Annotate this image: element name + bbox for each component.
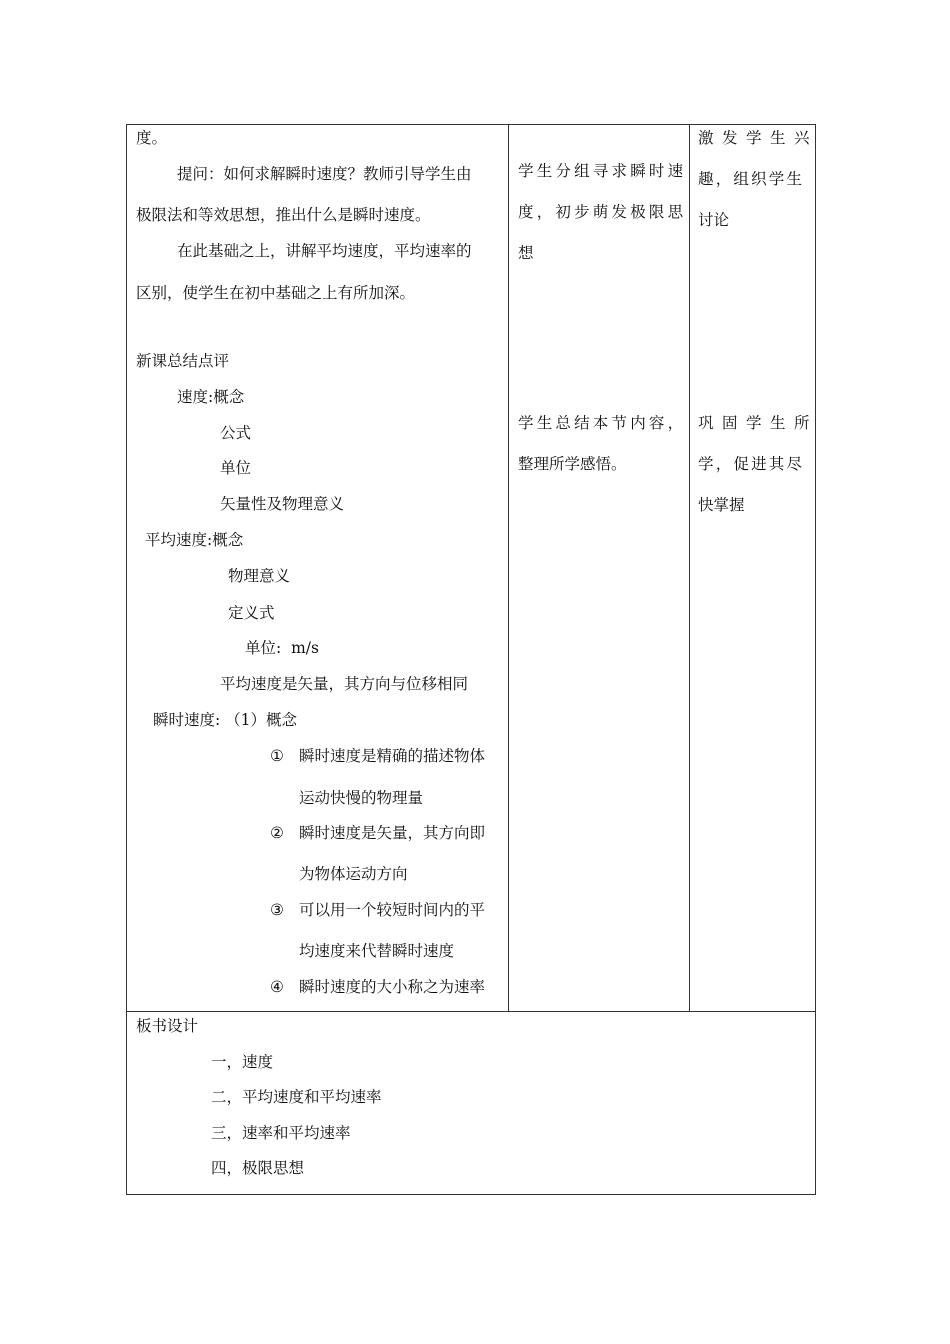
text-line: 在此基础之上，讲解平均速度，平均速率的 xyxy=(177,242,472,260)
text-line: 单位 xyxy=(220,459,252,477)
text-line: 趣，组织学生 xyxy=(698,170,805,188)
text-line: 物理意义 xyxy=(228,567,291,585)
board-item: 一，速度 xyxy=(211,1053,274,1071)
text-line: 激发学生兴 xyxy=(698,129,819,147)
text-line: 巩固学生所 xyxy=(698,414,819,432)
text-line: 单位: m/s xyxy=(245,639,319,657)
text-line: 提问：如何求解瞬时速度？教师引导学生由 xyxy=(177,165,472,183)
board-item: 三，速率和平均速率 xyxy=(211,1124,351,1142)
point-text: 瞬时速度的大小称之为速率 xyxy=(299,978,486,996)
point-text: 运动快慢的物理量 xyxy=(299,789,424,807)
point-text: 均速度来代替瞬时速度 xyxy=(299,942,455,960)
point-text: 可以用一个较短时间内的平 xyxy=(299,901,486,919)
text-line: 快掌握 xyxy=(698,496,745,514)
table-border-right xyxy=(815,124,816,1195)
column-divider-2 xyxy=(689,124,690,1012)
point-marker: ③ xyxy=(270,901,284,919)
board-item: 二，平均速度和平均速率 xyxy=(211,1088,382,1106)
table-border-left xyxy=(126,124,127,1195)
point-text: 为物体运动方向 xyxy=(299,865,408,883)
table-border-bottom xyxy=(126,1194,816,1195)
summary-heading: 新课总结点评 xyxy=(136,352,230,370)
row-divider-board xyxy=(126,1011,816,1012)
text-line: 瞬时速度: （1）概念 xyxy=(153,711,298,729)
text-line: 学，促进其尽 xyxy=(698,455,805,473)
table-border-top xyxy=(126,124,816,125)
text-line: 平均速度是矢量，其方向与位移相同 xyxy=(220,675,469,693)
text-line: 定义式 xyxy=(228,604,275,622)
point-marker: ① xyxy=(270,747,284,765)
point-text: 瞬时速度是精确的描述物体 xyxy=(299,747,486,765)
text-line: 学生总结本节内容， xyxy=(518,414,687,432)
text-line: 度，初步萌发极限思 xyxy=(518,203,687,221)
text-line: 讨论 xyxy=(698,211,730,229)
text-line: 公式 xyxy=(220,424,252,442)
text-line: 极限法和等效思想，推出什么是瞬时速度。 xyxy=(136,206,431,224)
text-line: 整理所学感悟。 xyxy=(518,455,627,473)
board-title: 板书设计 xyxy=(136,1017,199,1035)
text-line: 平均速度:概念 xyxy=(145,531,244,549)
text-line: 想 xyxy=(518,244,534,262)
point-text: 瞬时速度是矢量，其方向即 xyxy=(299,824,486,842)
point-marker: ④ xyxy=(270,978,284,996)
text-line: 学生分组寻求瞬时速 xyxy=(518,162,687,180)
text-line: 矢量性及物理意义 xyxy=(220,495,345,513)
board-item: 四，极限思想 xyxy=(211,1159,305,1177)
text-line: 区别，使学生在初中基础之上有所加深。 xyxy=(136,284,416,302)
point-marker: ② xyxy=(270,824,284,842)
text-line: 度。 xyxy=(136,129,168,147)
text-line: 速度:概念 xyxy=(177,388,245,406)
column-divider-1 xyxy=(508,124,509,1012)
